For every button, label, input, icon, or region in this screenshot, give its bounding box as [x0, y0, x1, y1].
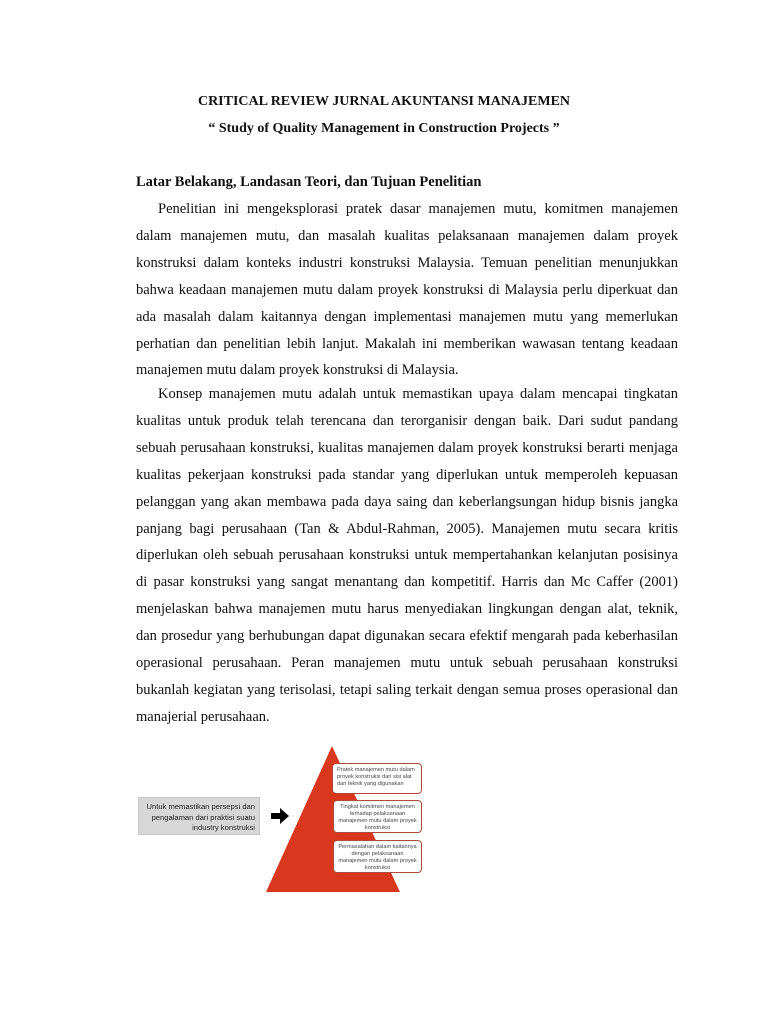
- paragraph-1: Penelitian ini mengeksplorasi pratek dasar manajemen mutu, komitmen manajemen dalam manajemen mutu, dan masalah kualitas pelaksanaan manajemen dalam proyek konstruksi dalam konteks industri konstruksi Malaysia. Temuan penelitian menunjukkan bahwa keadaan manajemen mutu dalam proyek konstruksi di Malaysia perlu diperkuat dan ada masalah dalam kaitannya dengan implementasi manajemen mutu yang memerlukan perhatian dan penelitian lebih lanjut. Makalah ini memberikan wawasan tentang keadaan manajemen mutu dalam proyek konstruksi di Malaysia.: [136, 201, 678, 379]
- section-heading: Latar Belakang, Landasan Teori, dan Tujuan Penelitian: [136, 174, 482, 190]
- diagram-box-practice: Pratek manajemen mutu dalam proyek konstruksi dari sisi alat dan teknik yang digunakan: [332, 763, 422, 794]
- document-subtitle: “ Study of Quality Management in Construction Projects ”: [208, 121, 560, 136]
- diagram-box-commitment: Tingkat komitmen manajemen terhadap pelaksanaan manajemen mutu dalam proyek konstruksi: [333, 800, 422, 833]
- diagram-box-problems: Permasalahan dalam kaitannya dengan pelaksanaan manajemen mutu dalam proyek konstruksi: [333, 840, 422, 873]
- paragraph-2: Konsep manajemen mutu adalah untuk memastikan upaya dalam mencapai tingkatan kualitas untuk produk telah terencana dan terorganisir dengan baik. Dari sudut pandang sebuah perusahaan konstruksi, kualitas manajemen dalam proyek konstruksi berarti menjaga kualitas pekerjaan konstruksi pada standar yang diperlukan untuk memperoleh kepuasan pelanggan yang akan membawa pada daya saing dan keberlangsungan hidup bisnis jangka panjang bagi perusahaan (Tan & Abdul-Rahman, 2005). Manajemen mutu secara kritis diperlukan oleh sebuah perusahaan konstruksi untuk mempertahankan kelanjutan posisinya di pasar konstruksi yang sangat menantang dan kompetitif. Harris dan Mc Caffer (2001) menjelaskan bahwa manajemen mutu harus menyediakan lingkungan dengan alat, teknik, dan prosedur yang berhubungan dapat digunakan secara efektif mengarah pada keberhasilan operasional perusahaan. Peran manajemen mutu untuk sebuah perusahaan konstruksi bukanlah kegiatan yang terisolasi, tetapi saling terkait dengan semua proses operasional dan manajerial perusahaan.: [136, 386, 678, 725]
- document-title: CRITICAL REVIEW JURNAL AKUNTANSI MANAJEMEN: [197, 94, 571, 109]
- diagram-input-box: Untuk memastikan persepsi dan pengalaman dari praktisi suatu industry konstruksi: [138, 797, 260, 835]
